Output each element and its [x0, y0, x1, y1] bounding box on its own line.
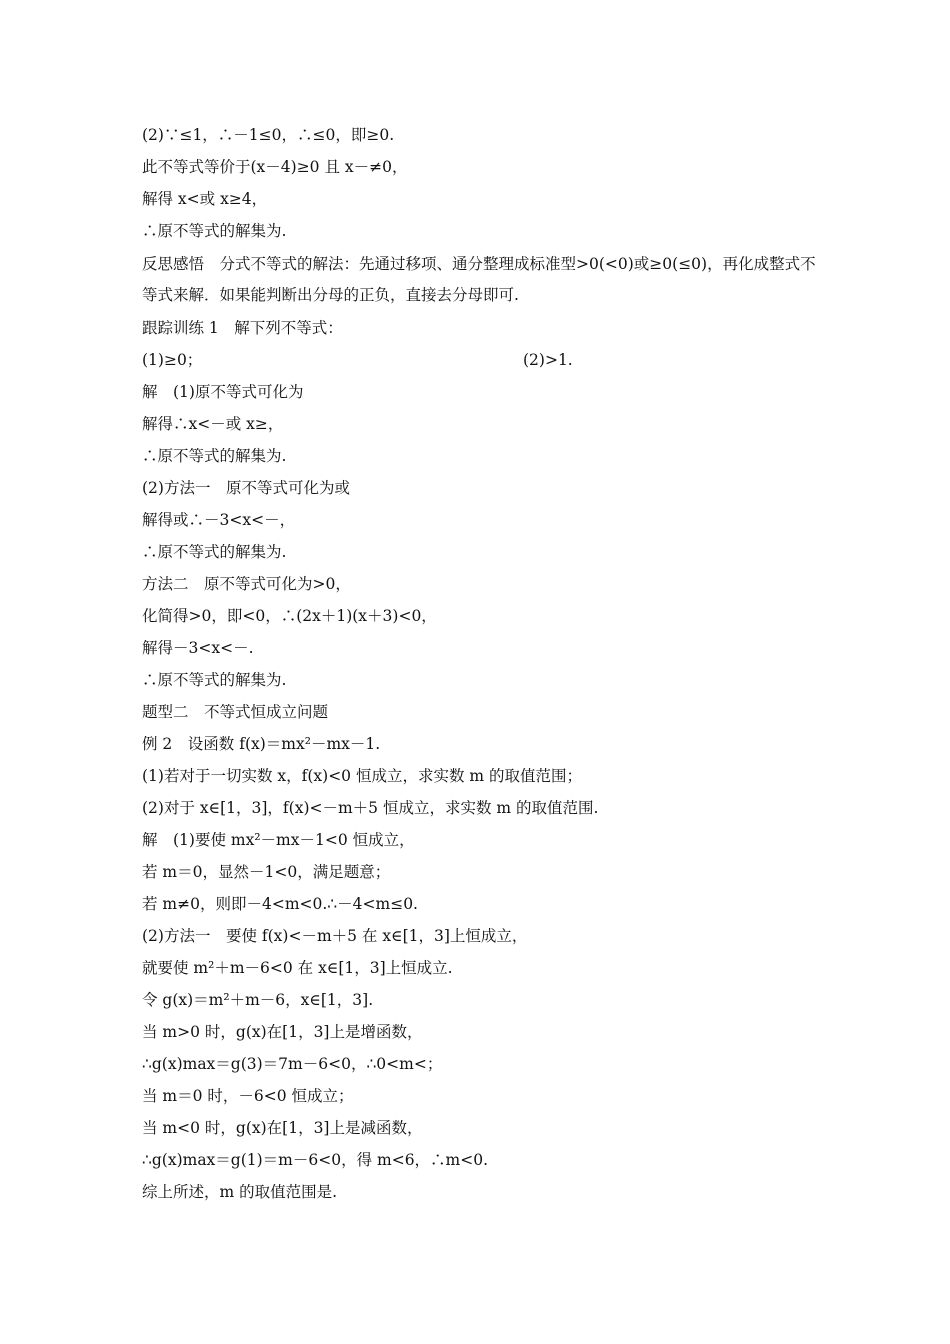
text-line: 解 (1)原不等式可化为: [142, 383, 304, 401]
text-line: 方法二 原不等式可化为>0，: [142, 575, 351, 593]
text-line: 若 m＝0，显然－1<0，满足题意；: [142, 863, 391, 881]
text-line: 就要使 m²＋m－6<0 在 x∈[1，3]上恒成立.: [142, 959, 453, 977]
text-line: 解 (1)要使 mx²－mx－1<0 恒成立，: [142, 831, 415, 849]
text-line: ∴原不等式的解集为.: [142, 447, 287, 465]
text-line: (2)方法一 原不等式可化为或: [142, 479, 350, 497]
text-line: 解得 x<或 x≥4，: [142, 190, 268, 208]
text-line: 此不等式等价于(x－4)≥0 且 x－≠0，: [142, 158, 408, 176]
text-line: 解得或∴－3<x<－，: [142, 511, 296, 529]
text-line: 综上所述，m 的取值范围是.: [142, 1183, 338, 1201]
text-line: ∴g(x)max＝g(1)＝m－6<0，得 m<6，∴m<0.: [142, 1151, 489, 1169]
section-heading: 跟踪训练 1 解下列不等式：: [142, 319, 343, 337]
text-line: ∴原不等式的解集为.: [142, 222, 287, 240]
text-line: (2)∵≤1，∴－1≤0，∴≤0，即≥0.: [142, 126, 395, 144]
example-heading: 例 2 设函数 f(x)＝mx²－mx－1.: [142, 735, 381, 753]
text-line: 当 m＝0 时，－6<0 恒成立；: [142, 1087, 354, 1105]
exercise-row: [142, 350, 822, 370]
text-line: 当 m<0 时，g(x)在[1，3]上是减函数，: [142, 1119, 423, 1137]
reflection-paragraph: 反思感悟 分式不等式的解法：先通过移项、通分整理成标准型>0(<0)或≥0(≤0)，再化成整式不等式来解．如果能判断出分母的正负，直接去分母即可.: [142, 255, 816, 304]
text-line: 解得－3<x<－.: [142, 639, 254, 657]
text-line: 化简得>0，即<0，∴(2x＋1)(x＋3)<0，: [142, 607, 437, 625]
text-line: 解得∴x<－或 x≥，: [142, 415, 284, 433]
text-line: ∴原不等式的解集为.: [142, 543, 287, 561]
text-line: ∴g(x)max＝g(3)＝7m－6<0，∴0<m<；: [142, 1055, 443, 1073]
text-line: (2)对于 x∈[1，3]，f(x)<－m＋5 恒成立，求实数 m 的取值范围.: [142, 799, 599, 817]
text-line: 当 m>0 时，g(x)在[1，3]上是增函数，: [142, 1023, 423, 1041]
text-line: (1)若对于一切实数 x，f(x)<0 恒成立，求实数 m 的取值范围；: [142, 767, 583, 785]
exercise-part-1: (1)≥0；: [142, 351, 203, 369]
text-line: ∴原不等式的解集为.: [142, 671, 287, 689]
section-heading: 题型二 不等式恒成立问题: [142, 703, 329, 721]
text-line: 若 m≠0，则即－4<m<0.∴－4<m≤0.: [142, 895, 418, 913]
text-line: (2)方法一 要使 f(x)<－m＋5 在 x∈[1，3]上恒成立，: [142, 927, 528, 945]
text-line: 令 g(x)＝m²＋m－6，x∈[1，3].: [142, 991, 374, 1009]
exercise-part-2: (2)>1.: [523, 351, 573, 369]
